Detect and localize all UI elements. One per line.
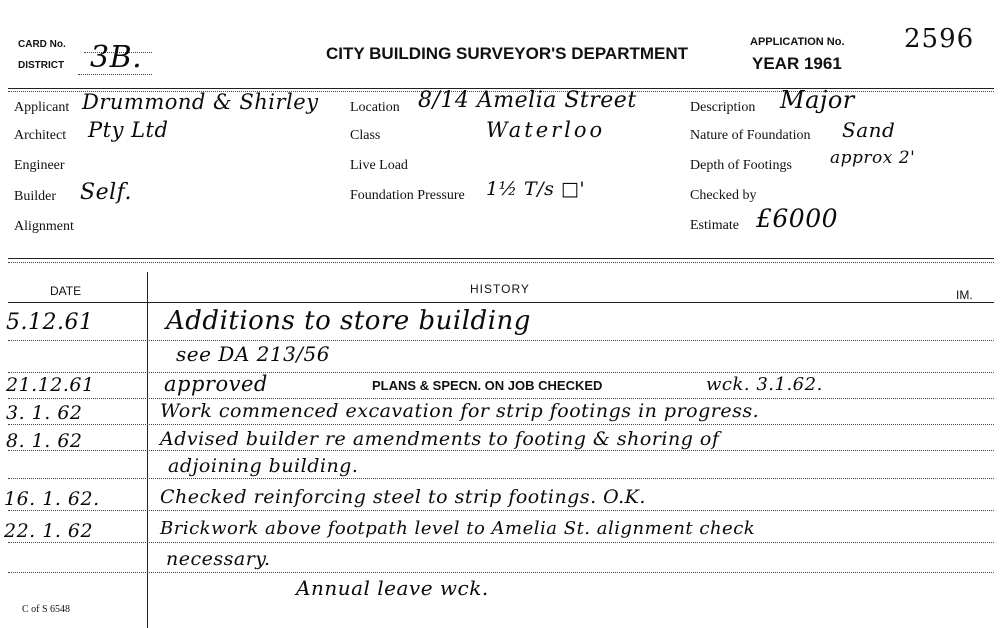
history-text: approved	[164, 372, 268, 396]
district-label: DISTRICT	[18, 60, 65, 71]
location-label: Location	[350, 100, 400, 115]
history-date: 5.12.61	[6, 310, 94, 335]
history-date: 21.12.61	[6, 374, 95, 396]
approval-stamp: PLANS & SPECN. ON JOB CHECKED	[372, 378, 603, 393]
history-date: 3. 1. 62	[6, 402, 83, 424]
department-title: CITY BUILDING SURVEYOR'S DEPARTMENT	[326, 44, 689, 63]
history-text: Annual leave wck.	[296, 576, 489, 600]
date-column-header: DATE	[50, 284, 82, 298]
history-text: Checked reinforcing steel to strip footings. O.K.	[160, 486, 646, 508]
im-column-header: IM.	[956, 288, 973, 302]
history-column-header: HISTORY	[470, 282, 530, 296]
history-text: see DA 213/56	[176, 342, 330, 366]
application-no-label: APPLICATION No.	[750, 36, 845, 48]
nature-of-foundation-value: Sand	[842, 118, 896, 142]
history-note: wck. 3.1.62.	[706, 374, 823, 395]
foundation-pressure-value: 1½ T/s □'	[486, 178, 586, 200]
foundation-pressure-label: Foundation Pressure	[350, 188, 465, 203]
architect-value: Pty Ltd	[88, 118, 169, 142]
history-date: 8. 1. 62	[6, 430, 83, 452]
location-value: 8/14 Amelia Street	[418, 88, 637, 113]
engineer-label: Engineer	[14, 158, 65, 173]
history-text: Brickwork above footpath level to Amelia St. alignment check	[160, 518, 756, 539]
alignment-label: Alignment	[14, 219, 74, 234]
history-text: adjoining building.	[168, 455, 359, 477]
class-label: Class	[350, 128, 381, 143]
live-load-label: Live Load	[350, 158, 408, 173]
card-no-label: CARD No.	[18, 39, 66, 50]
estimate-value: £6000	[756, 204, 839, 233]
history-date: 22. 1. 62	[4, 520, 94, 542]
year: YEAR 1961	[752, 54, 842, 73]
applicant-label: Applicant	[14, 100, 70, 115]
class-value: Waterloo	[486, 118, 606, 142]
description-label: Description	[690, 100, 756, 115]
form-number: C of S 6548	[22, 604, 71, 615]
history-text: Advised builder re amendments to footing & shoring of	[160, 428, 720, 450]
history-date: 16. 1. 62.	[4, 488, 100, 510]
district-value: 3B.	[90, 40, 143, 75]
builder-label: Builder	[14, 189, 56, 204]
application-number: 2596	[904, 24, 975, 54]
depth-of-footings-label: Depth of Footings	[690, 158, 792, 173]
estimate-label: Estimate	[690, 218, 739, 233]
depth-of-footings-value: approx 2'	[830, 148, 916, 168]
description-value: Major	[780, 86, 855, 114]
nature-of-foundation-label: Nature of Foundation	[690, 128, 811, 143]
applicant-value: Drummond & Shirley	[82, 90, 319, 114]
history-text: Additions to store building	[166, 306, 531, 336]
builder-value: Self.	[80, 180, 132, 205]
checked-by-label: Checked by	[690, 188, 757, 203]
history-text: Work commenced excavation for strip footings in progress.	[160, 400, 760, 422]
architect-label: Architect	[14, 128, 67, 143]
history-text: necessary.	[166, 548, 271, 570]
